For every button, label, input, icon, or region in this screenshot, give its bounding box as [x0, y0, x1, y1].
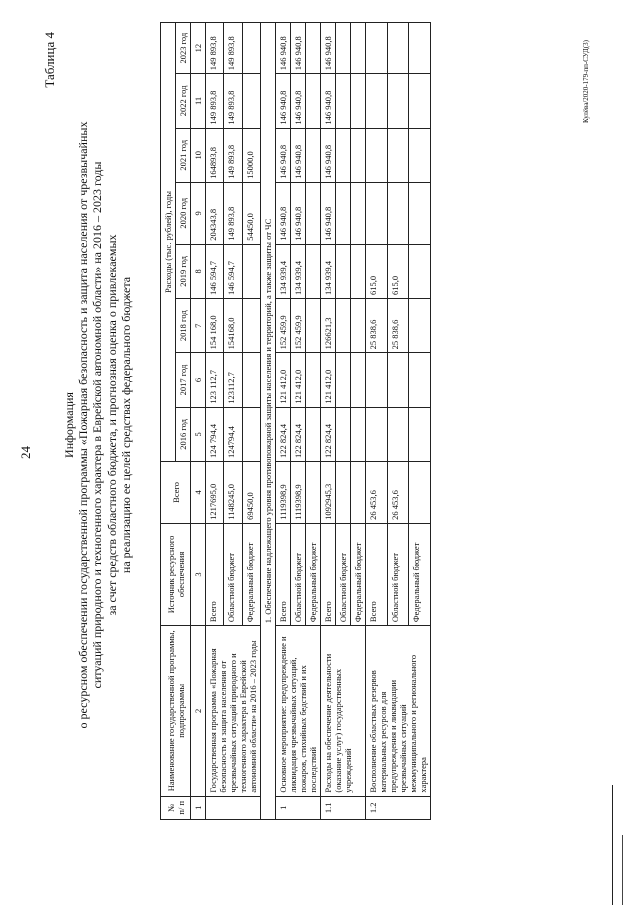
amount-cell: 615,0	[366, 244, 388, 298]
amount-cell: 69450,0	[242, 462, 260, 524]
amount-cell	[336, 353, 351, 407]
col-header-year: 2023 год	[176, 23, 191, 74]
amount-cell	[336, 407, 351, 461]
funding-source: Всего	[206, 523, 224, 625]
funding-source: Областной бюджет	[387, 523, 409, 625]
amount-cell: 164893,8	[206, 128, 224, 182]
item-number: 1.2	[366, 796, 431, 819]
col-index: 6	[191, 353, 206, 407]
col-header-year: 2022 год	[176, 74, 191, 128]
funding-source: Областной бюджет	[336, 523, 351, 625]
amount-cell	[336, 128, 351, 182]
amount-cell	[306, 407, 321, 461]
amount-cell: 54450,0	[242, 182, 260, 244]
amount-cell	[306, 74, 321, 128]
amount-cell: 149 893,8	[206, 74, 224, 128]
col-header-year: 2020 год	[176, 182, 191, 244]
amount-cell: 154168,0	[224, 299, 242, 353]
amount-cell	[409, 462, 431, 524]
col-index: 5	[191, 407, 206, 461]
amount-cell	[336, 299, 351, 353]
col-header-year: 2021 год	[176, 128, 191, 182]
amount-cell	[242, 244, 260, 298]
col-index: 9	[191, 182, 206, 244]
amount-cell: 149 893,8	[206, 23, 224, 74]
amount-cell: 1119398,9	[291, 462, 306, 524]
item-name: Государственная программа «Пожарная безопасность и защита населения от чрезвычайных ситуаций природного и техногенного характера в Еврейской автономной области» на 2016 – 2023 годы	[206, 626, 261, 796]
amount-cell: 152 459,9	[291, 299, 306, 353]
amount-cell: 152 459,9	[276, 299, 291, 353]
amount-cell	[366, 128, 388, 182]
amount-cell: 146 940,8	[291, 128, 306, 182]
amount-cell	[351, 23, 366, 74]
amount-cell	[242, 407, 260, 461]
amount-cell: 154 168,0	[206, 299, 224, 353]
amount-cell: 146 940,8	[321, 128, 336, 182]
funding-source: Областной бюджет	[291, 523, 306, 625]
amount-cell: 146 940,8	[276, 23, 291, 74]
amount-cell: 122 824,4	[321, 407, 336, 461]
funding-source: Всего	[276, 523, 291, 625]
amount-cell: 146 940,8	[276, 74, 291, 128]
amount-cell	[306, 23, 321, 74]
amount-cell: 134 939,4	[276, 244, 291, 298]
amount-cell: 26 453,6	[366, 462, 388, 524]
amount-cell	[409, 74, 431, 128]
col-index: 2	[191, 626, 206, 796]
amount-cell	[351, 462, 366, 524]
amount-cell: 146 940,8	[321, 74, 336, 128]
col-header-no: № п/ п	[161, 796, 191, 819]
signature-line	[612, 785, 613, 905]
col-header-total: Всего	[161, 462, 191, 524]
table-row	[276, 23, 291, 820]
amount-cell	[336, 462, 351, 524]
amount-cell: 126621,3	[321, 299, 336, 353]
amount-cell: 615,0	[387, 244, 409, 298]
amount-cell	[409, 407, 431, 461]
amount-cell	[351, 182, 366, 244]
amount-cell: 15000,0	[242, 128, 260, 182]
amount-cell	[387, 23, 409, 74]
amount-cell	[351, 353, 366, 407]
funding-source: Всего	[321, 523, 336, 625]
funding-source: Федеральный бюджет	[351, 523, 366, 625]
col-index: 4	[191, 462, 206, 524]
amount-cell	[387, 128, 409, 182]
amount-cell	[336, 23, 351, 74]
amount-cell	[306, 128, 321, 182]
table-label: Таблица 4	[42, 32, 57, 88]
item-name: Восполнение областных резервов материальных ресурсов для предупреждения и ликвидации чрезвычайных ситуаций межмуниципального и регионального характера	[366, 626, 431, 796]
amount-cell	[409, 299, 431, 353]
heading-line: о ресурсном обеспечении государственной программы «Пожарная безопасность и защита населения от чрезвычайных	[76, 121, 91, 729]
footer-code: Кулёва/2020-179-пп-СУД(3)	[582, 40, 590, 123]
amount-cell	[336, 244, 351, 298]
page-number: 24	[18, 446, 33, 459]
amount-cell	[336, 182, 351, 244]
amount-cell	[306, 299, 321, 353]
amount-cell: 121 412,0	[276, 353, 291, 407]
amount-cell: 149 893,8	[224, 23, 242, 74]
document-heading	[62, 75, 133, 775]
col-header-year: 2017 год	[176, 353, 191, 407]
col-index: 8	[191, 244, 206, 298]
section-title: 1. Обеспечение надлежащего уровня противопожарной защиты населения и территорий, а также защиты от ЧС	[261, 23, 276, 820]
amount-cell	[306, 462, 321, 524]
amount-cell	[306, 182, 321, 244]
amount-cell: 122 824,4	[276, 407, 291, 461]
col-header-year: 2019 год	[176, 244, 191, 298]
amount-cell: 122 824,4	[291, 407, 306, 461]
col-index: 11	[191, 74, 206, 128]
amount-cell	[351, 128, 366, 182]
budget-table-body	[206, 23, 431, 820]
amount-cell	[306, 353, 321, 407]
item-number: 1.1	[321, 796, 366, 819]
col-header-expenses: Расходы (тыс. рублей), годы	[161, 23, 176, 462]
funding-source: Федеральный бюджет	[306, 523, 321, 625]
amount-cell: 146 940,8	[321, 182, 336, 244]
heading-line: за счет средств областного бюджета, и прогнозная оценка о привлекаемых	[104, 234, 119, 616]
amount-cell	[366, 74, 388, 128]
amount-cell	[336, 74, 351, 128]
item-number	[206, 796, 261, 819]
amount-cell: 149 893,8	[224, 182, 242, 244]
amount-cell: 26 453,6	[387, 462, 409, 524]
table-row	[206, 23, 224, 820]
item-name: Расходы на обеспечение деятельности (оказание услуг) государственных учреждений	[321, 626, 366, 796]
amount-cell	[387, 407, 409, 461]
amount-cell: 121 412,0	[291, 353, 306, 407]
amount-cell: 146 940,8	[291, 74, 306, 128]
funding-source: Областной бюджет	[224, 523, 242, 625]
amount-cell: 1217695,0	[206, 462, 224, 524]
col-header-name: Наименование государственной программы, подпрограммы	[161, 626, 191, 796]
col-index: 1	[191, 796, 206, 819]
col-index: 12	[191, 23, 206, 74]
amount-cell	[409, 244, 431, 298]
amount-cell	[306, 244, 321, 298]
amount-cell	[351, 244, 366, 298]
amount-cell	[409, 182, 431, 244]
amount-cell	[242, 74, 260, 128]
amount-cell	[242, 299, 260, 353]
amount-cell	[409, 128, 431, 182]
heading-line: Информация	[62, 392, 76, 458]
heading-line: ситуаций природного и техногенного характера в Еврейской автономной области» на 2016 – 2023 годы	[90, 161, 105, 689]
amount-cell: 124 794,4	[206, 407, 224, 461]
amount-cell: 146 940,8	[291, 182, 306, 244]
funding-source: Федеральный бюджет	[409, 523, 431, 625]
amount-cell	[366, 353, 388, 407]
amount-cell: 146 940,8	[291, 23, 306, 74]
budget-table	[160, 22, 431, 820]
amount-cell	[351, 407, 366, 461]
amount-cell	[242, 23, 260, 74]
amount-cell: 123112,7	[224, 353, 242, 407]
amount-cell: 146 940,8	[276, 128, 291, 182]
col-header-year: 2016 год	[176, 407, 191, 461]
amount-cell	[409, 23, 431, 74]
col-header-source: Источник ресурсного обеспечения	[161, 523, 191, 625]
col-index: 3	[191, 523, 206, 625]
amount-cell: 146 594,7	[206, 244, 224, 298]
amount-cell	[351, 74, 366, 128]
amount-cell: 146 594,7	[224, 244, 242, 298]
amount-cell	[387, 182, 409, 244]
col-index: 10	[191, 128, 206, 182]
amount-cell: 149 893,8	[224, 128, 242, 182]
table-row	[366, 23, 388, 820]
heading-line: на реализацию ее целей средствах федерального бюджета	[118, 276, 133, 574]
amount-cell: 1119398,9	[276, 462, 291, 524]
col-index: 7	[191, 299, 206, 353]
amount-cell	[387, 74, 409, 128]
amount-cell: 124794,4	[224, 407, 242, 461]
amount-cell: 146 940,8	[276, 182, 291, 244]
amount-cell: 25 838,6	[366, 299, 388, 353]
amount-cell: 123 112,7	[206, 353, 224, 407]
amount-cell	[366, 182, 388, 244]
amount-cell	[351, 299, 366, 353]
item-number: 1	[276, 796, 321, 819]
amount-cell: 25 838,6	[387, 299, 409, 353]
amount-cell: 1148245,0	[224, 462, 242, 524]
amount-cell: 204343,8	[206, 182, 224, 244]
amount-cell: 1092945,3	[321, 462, 336, 524]
amount-cell: 149 893,8	[224, 74, 242, 128]
amount-cell	[409, 353, 431, 407]
table-row	[321, 23, 336, 820]
amount-cell: 134 939,4	[291, 244, 306, 298]
amount-cell	[242, 353, 260, 407]
item-name: Основное мероприятие: предупреждение и ликвидация чрезвычайных ситуаций, пожаров, стихийных бедствий и их последствий	[276, 626, 321, 796]
amount-cell	[387, 353, 409, 407]
col-header-year: 2018 год	[176, 299, 191, 353]
section-row	[261, 23, 276, 820]
signature-line	[622, 835, 623, 905]
amount-cell: 121 412,0	[321, 353, 336, 407]
funding-source: Федеральный бюджет	[242, 523, 260, 625]
amount-cell: 146 940,8	[321, 23, 336, 74]
funding-source: Всего	[366, 523, 388, 625]
amount-cell	[366, 23, 388, 74]
amount-cell: 134 939,4	[321, 244, 336, 298]
amount-cell	[366, 407, 388, 461]
